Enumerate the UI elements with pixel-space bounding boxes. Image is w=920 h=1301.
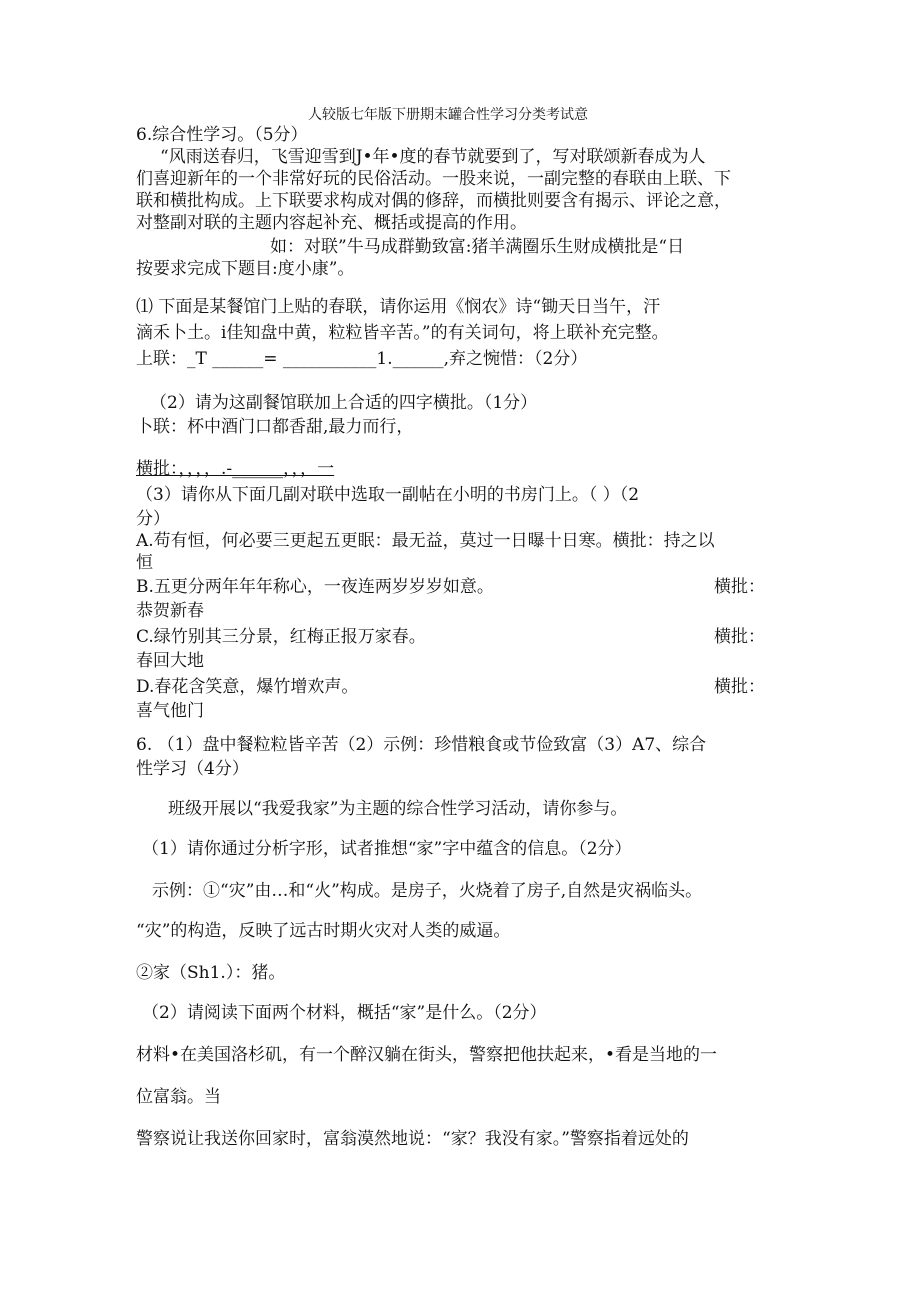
text-line: 警察说让我送你回家时，富翁漠然地说：“家？我没有家。”警察指着远处的	[136, 1129, 689, 1149]
text-line: 对整副对联的主题内容起补充、概括或提高的作用。	[136, 213, 527, 233]
horizontal-scroll-blank: 横批：，，，，.-______，，，一	[136, 459, 335, 479]
example-line: 示例：①“灾”由…和“火”构成。是房子，火烧着了房子,自然是灾祸临头。	[152, 881, 703, 901]
text-line: 位富翁。当	[136, 1087, 221, 1107]
subquestion-1: ⑴ 下面是某餐馆门上贴的春联，请你运用《悯农》诗“锄天日当午，汗	[136, 297, 661, 317]
text-line: 喜气他门	[136, 701, 204, 721]
text-line: “风雨送春归，飞雪迎雪到J•年•度的春节就要到了，写对联颂新春成为人	[160, 147, 706, 167]
question-6-title: 6.综合性学习。（5分）	[136, 125, 308, 145]
text-line: 恭贺新春	[136, 601, 204, 621]
text-line: 分）	[136, 509, 170, 529]
upper-couplet-blank: 上联：_T ______= ___________1.______,弃之惋惜：（2分）	[136, 349, 588, 369]
option-d: D.春花含笑意，爆竹增欢声。	[136, 677, 359, 697]
running-header: 人较版七年版下册期末罐合性学习分类考试意	[308, 107, 588, 123]
text-line: 如：对联”牛马成群勤致富:猪羊满圈乐生财成横批是“日	[270, 237, 685, 257]
text-line: 滴禾卜土。i佳知盘中黄，粒粒皆辛苦。”的有关词句，将上联补充完整。	[136, 323, 669, 343]
option-c: C.绿竹别其三分景，红梅正报万家春。	[136, 627, 426, 647]
text-line: “灾”的构造，反映了远古时期火灾对人类的威逼。	[136, 921, 511, 941]
text-line: 恒	[136, 553, 153, 573]
answer-line: 6. （1）盘中餐粒粒皆辛苦（2）示例：珍惜粮食或节俭致富（3）A7、综合	[136, 735, 707, 755]
text-line: 按要求完成下题目:度小康”。	[136, 259, 355, 279]
text-line: 班级开展以“我爱我家”为主题的综合性学习活动，请你参与。	[168, 799, 628, 819]
option-b: B.五更分两年年年称心，一夜连两岁岁岁如意。	[136, 577, 494, 597]
material-line: 材料•在美国洛杉矶，有一个醉汉躺在街头，警察把他扶起来，•看是当地的一	[136, 1045, 718, 1065]
option-b-label: 横批：	[714, 577, 765, 597]
option-c-label: 横批：	[714, 627, 765, 647]
subquestion-2: （2）请为这副餐馆联加上合适的四字横批。（1分）	[150, 393, 538, 413]
lower-couplet: 卜联：杯中酒门口都香甜,最力而行，	[136, 417, 414, 437]
subquestion-2: （2）请阅读下面两个材料，概括“家”是什么。（2分）	[142, 1003, 547, 1023]
option-d-label: 横批：	[714, 677, 765, 697]
text-line: ②家（Sh1.）：猪。	[136, 963, 286, 983]
question-7-title: 性学习（4分）	[136, 759, 249, 779]
text-line: 春回大地	[136, 651, 204, 671]
subquestion-1: （1）请你通过分析字形，试者推想“家”字中蕴含的信息。（2分）	[142, 839, 632, 859]
subquestion-3: （3）请你从下面几副对联中选取一副帖在小明的书房门上。（ ）（2	[136, 485, 640, 505]
text-line: 联和横批构成。上下联要求构成对偶的修辞，而横批则要含有揭示、评论之意，	[136, 191, 731, 211]
text-line: 们喜迎新年的一个非常好玩的民俗活动。一股来说，一副完整的春联由上联、下	[136, 169, 731, 189]
option-a: A.苟有恒，何必要三更起五更眠：最无益，莫过一日曝十日寒。横批：持之以	[136, 531, 715, 551]
